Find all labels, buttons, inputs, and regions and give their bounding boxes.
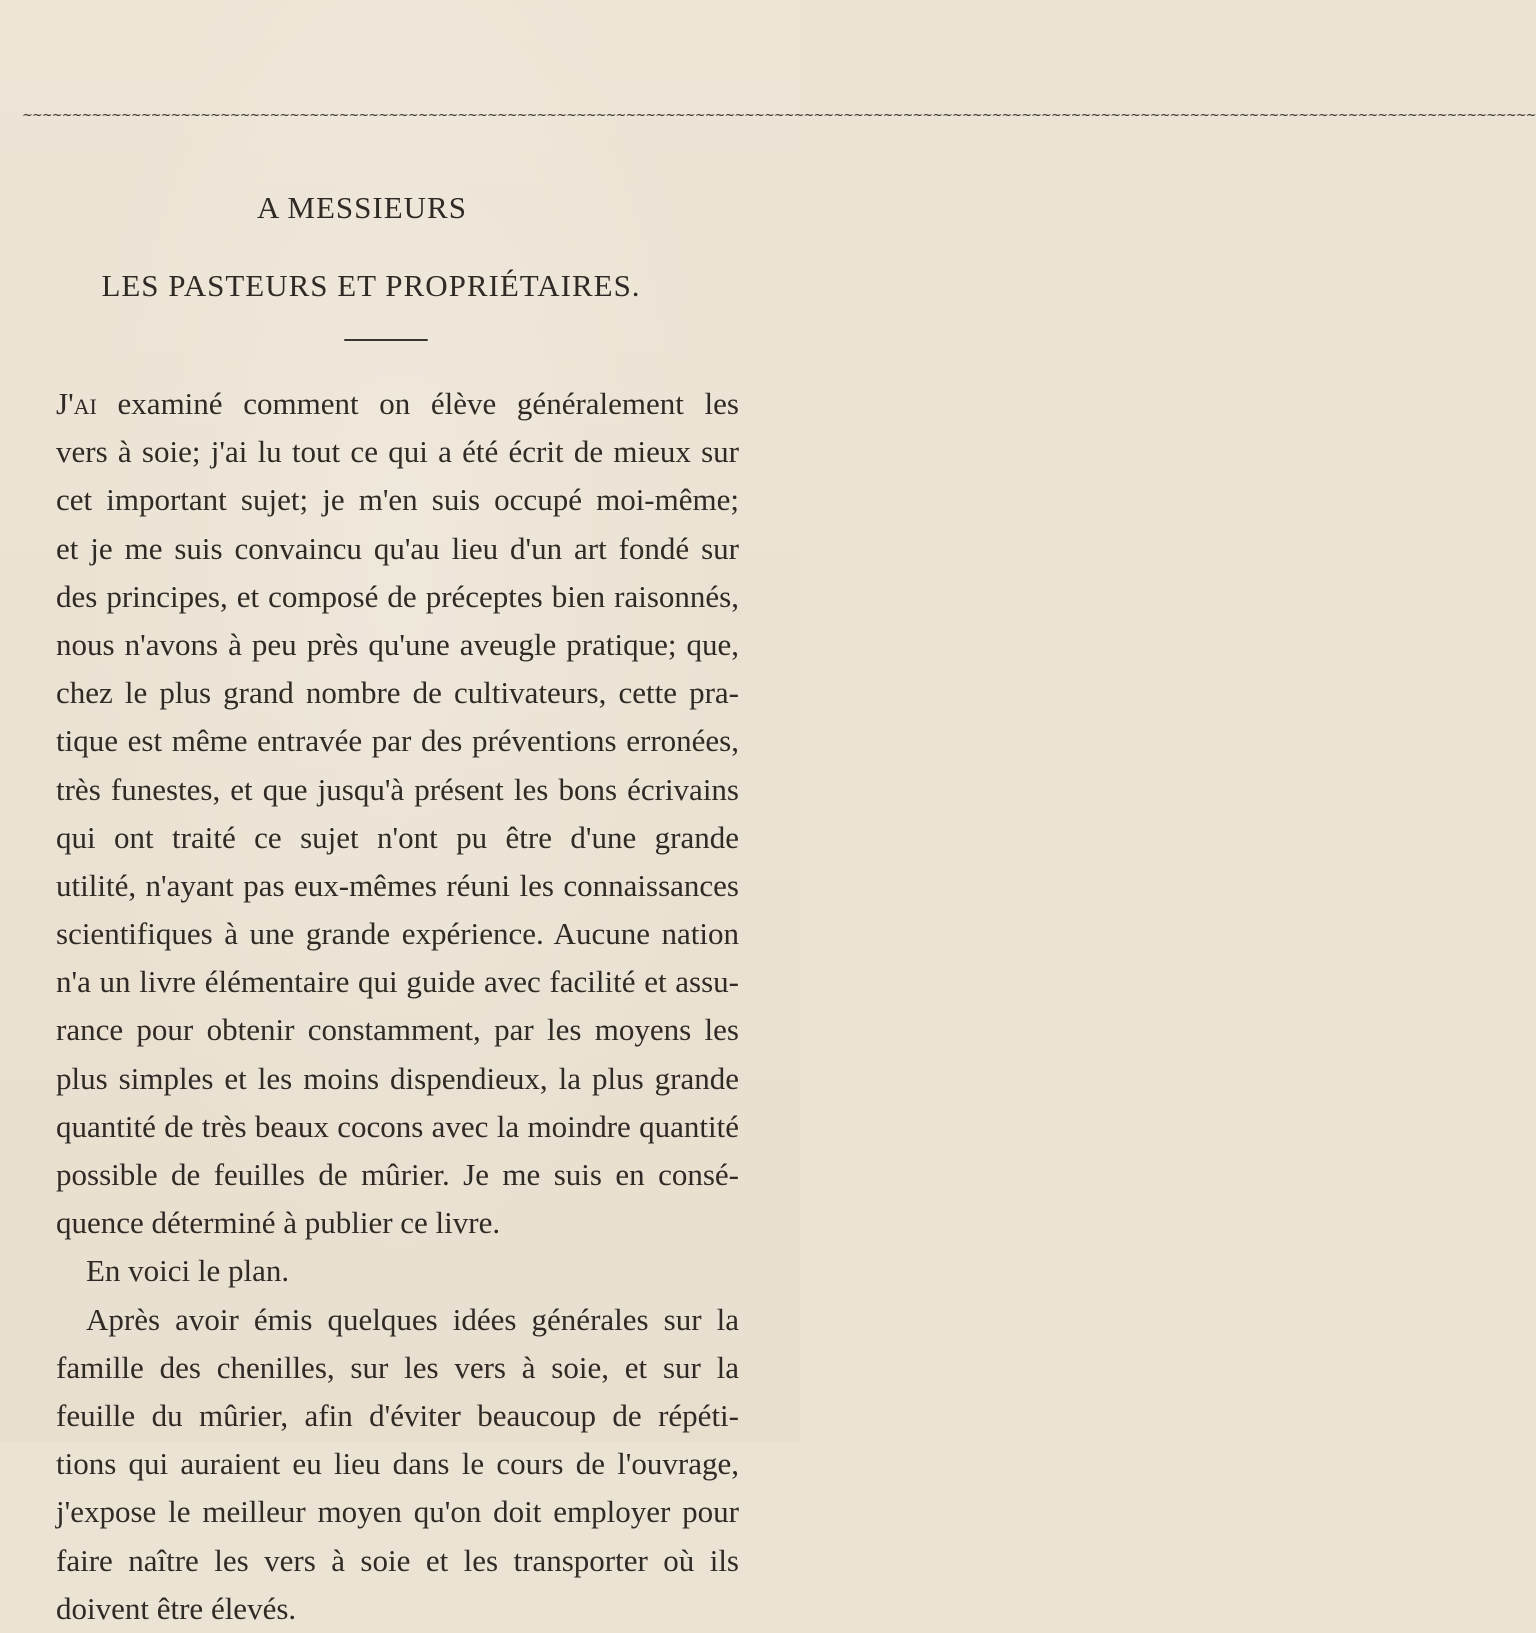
text-line: qui ont traité ce sujet n'ont pu être d'une grande (56, 819, 739, 855)
ornamental-border: ~~~~~~~~~~~~~~~~~~~~~~~~~~~~~~~~~~~~~~~~~~~~~~~~~~~~~~~~~~~~~~~~~~~~~~~~~~~~~~~~~~~~~~~~~~~~~~~~~~~~~~~~~~~~~~~~~~~~~~~~~~~~~~~~~~~~~~~~~~~~~~~~~~~~~~~~~ (22, 108, 1536, 123)
body-text (56, 380, 739, 1633)
first-word: 'ai (68, 386, 97, 421)
text-line: vers à soie; j'ai lu tout ce qui a été écrit de mieux sur (56, 434, 739, 470)
text-line: quence déterminé à publier ce livre. (56, 1205, 501, 1241)
text-line: faire naître les vers à soie et les transporter où ils (56, 1542, 739, 1578)
text-line: et je me suis convaincu qu'au lieu d'un art fondé sur (56, 530, 739, 566)
text-line: utilité, n'ayant pas eux-mêmes réuni les connaissances (56, 867, 739, 903)
text-line: très funestes, et que jusqu'à présent les bons écrivains (56, 771, 739, 807)
text-line: famille des chenilles, sur les vers à soie, et sur la (56, 1349, 739, 1385)
dedication-title-line-2: LES PASTEURS ET PROPRIÉTAIRES. (101, 268, 641, 303)
text-line: possible de feuilles de mûrier. Je me suis en consé- (56, 1157, 739, 1192)
text-line: feuille du mûrier, afin d'éviter beaucoup de répéti- (56, 1397, 739, 1433)
text-line: quantité de très beaux cocons avec la moindre quantité (56, 1108, 739, 1144)
text-line: doivent être élevés. (56, 1590, 297, 1626)
drop-cap: J (56, 386, 69, 421)
text-line: plus simples et les moins dispendieux, la plus grande (56, 1060, 739, 1096)
dedication-title-line-1: A MESSIEURS (257, 190, 467, 225)
text-line: Après avoir émis quelques idées générales sur la (86, 1301, 739, 1337)
text-line: des principes, et composé de préceptes bien raisonnés, (56, 578, 739, 614)
text-line: En voici le plan. (86, 1253, 290, 1289)
text-line: n'a un livre élémentaire qui guide avec facilité et assu- (56, 964, 739, 1000)
text-line: j'expose le meilleur moyen qu'on doit employer pour (56, 1494, 739, 1530)
text-line: tique est même entravée par des préventions erronées, (56, 723, 739, 759)
text-line: cet important sujet; je m'en suis occupé moi-même; (56, 482, 739, 518)
text-line: tions qui auraient eu lieu dans le cours de l'ouvrage, (56, 1446, 739, 1482)
text-line: chez le plus grand nombre de cultivateurs, cette pra- (56, 675, 739, 711)
text-line: nous n'avons à peu près qu'une aveugle pratique; que, (56, 626, 739, 662)
text-line: J'ai examiné comment on élève généralement les (56, 386, 739, 421)
divider-rule (344, 339, 428, 341)
text-line: rance pour obtenir constamment, par les moyens les (56, 1012, 739, 1048)
text-line: scientifiques à une grande expérience. Aucune nation (56, 916, 739, 952)
